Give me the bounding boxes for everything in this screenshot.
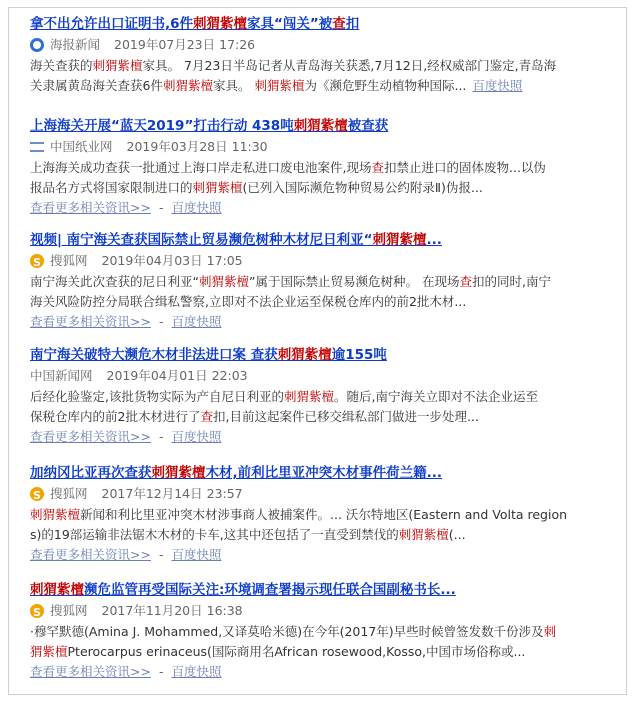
- result-links: [30, 312, 590, 332]
- source-name: 搜狐网: [50, 486, 88, 501]
- snippet-keyword: 查: [459, 274, 472, 289]
- sohu-source-icon: [30, 254, 44, 268]
- snippet-text: 新闻和利比里亚冲突木材涉事商人被捕案件。... 沃尔特地区(Eastern and Volta region: [80, 507, 568, 522]
- title-keyword: 刺猬紫檀: [372, 232, 427, 248]
- result-title-link[interactable]: [30, 14, 590, 34]
- news-results-panel: [8, 7, 627, 695]
- result-links: [30, 427, 590, 447]
- news-result: [30, 345, 590, 447]
- snapshot-link[interactable]: 百度快照: [171, 664, 222, 679]
- source-name: 搜狐网: [50, 253, 88, 268]
- sohu-source-icon: [30, 487, 44, 501]
- separator: -: [158, 664, 164, 679]
- sohu-source-icon: [30, 604, 44, 618]
- more-news-link[interactable]: 查看更多相关资讯>>: [30, 664, 151, 679]
- result-title-link[interactable]: [30, 580, 590, 600]
- title-text: 濒危监管再受国际关注:环境调查署揭示现任联合国副秘书长...: [84, 582, 456, 598]
- snippet-keyword: 刺猬紫檀: [254, 78, 305, 93]
- title-keyword: 刺猬紫檀: [30, 582, 84, 598]
- snippet-text: 关隶属黄岛海关查获6件: [30, 78, 163, 93]
- snippet-keyword: 刺猬紫檀: [283, 389, 334, 404]
- title-text: 视频| 南宁海关查获国际禁止贸易濒危树种木材尼日利亚“: [30, 232, 373, 248]
- more-news-link[interactable]: 查看更多相关资讯>>: [30, 200, 151, 215]
- news-result: [30, 14, 590, 96]
- snapshot-link[interactable]: 百度快照: [171, 314, 222, 329]
- result-title-link[interactable]: [30, 345, 590, 365]
- result-snippet: [30, 272, 590, 312]
- title-text: 拿不出允许出口证明书,6件: [30, 16, 194, 32]
- publish-date: 2019年03月28日 11:30: [126, 139, 268, 154]
- snippet-keyword: 刺猬紫檀: [162, 78, 213, 93]
- result-meta: [30, 601, 590, 621]
- snippet-keyword: 刺猬紫檀: [30, 507, 81, 522]
- haibao-source-icon: [30, 38, 44, 52]
- separator: -: [158, 429, 164, 444]
- snippet-text: (...: [448, 527, 466, 542]
- snippet-text: 为《濒危野生动植物种国际...: [304, 78, 467, 93]
- title-text: 被查获: [347, 118, 389, 134]
- title-keyword: 刺猬紫檀: [277, 347, 332, 363]
- publish-date: 2019年04月01日 22:03: [106, 368, 248, 383]
- snippet-text: Pterocarpus erinaceus(国际商用名African rosewood,Kosso,中国市场俗称或...: [67, 644, 526, 659]
- source-name: 海报新闻: [50, 37, 101, 52]
- snapshot-link[interactable]: 百度快照: [171, 547, 222, 562]
- snippet-keyword: 刺猬紫檀: [198, 274, 249, 289]
- snippet-keyword: 刺: [543, 624, 557, 639]
- snippet-keyword: 刺猬紫檀: [398, 527, 449, 542]
- snippet-text: 南宁海关此次查获的尼日利亚“: [30, 274, 199, 289]
- snippet-keyword: 查: [371, 160, 384, 175]
- snapshot-link[interactable]: 百度快照: [472, 78, 523, 93]
- result-meta: [30, 35, 590, 55]
- result-title-link[interactable]: [30, 116, 590, 136]
- source-name: 中国纸业网: [50, 139, 113, 154]
- result-snippet: [30, 56, 590, 96]
- title-keyword: 刺猬紫檀: [293, 118, 348, 134]
- snippet-keyword: 刺猬紫檀: [92, 58, 143, 73]
- more-news-link[interactable]: 查看更多相关资讯>>: [30, 547, 151, 562]
- snippet-text: 。随后,南宁海关立即对不法企业运至: [334, 389, 538, 404]
- snippet-text: 后经化验鉴定,该批货物实际为产自尼日利亚的: [30, 389, 284, 404]
- news-result: [30, 463, 590, 565]
- result-snippet: [30, 158, 590, 198]
- title-text: 南宁海关破特大濒危木材非法进口案 查获: [30, 347, 278, 363]
- result-meta: [30, 137, 590, 157]
- news-result: [30, 230, 590, 332]
- separator: -: [158, 547, 164, 562]
- result-snippet: [30, 505, 590, 545]
- snippet-text: 报品名方式将国家限制进口的: [30, 180, 193, 195]
- result-snippet: [30, 622, 590, 662]
- snippet-keyword: 猬紫檀: [30, 644, 68, 659]
- source-name: 中国新闻网: [30, 368, 93, 383]
- result-title-link[interactable]: [30, 463, 590, 483]
- title-keyword: 查: [332, 16, 346, 32]
- source-name: 搜狐网: [50, 603, 88, 618]
- result-links: [30, 545, 590, 565]
- publish-date: 2017年12月14日 23:57: [101, 486, 243, 501]
- snippet-text: ·穆罕默德(Amina J. Mohammed,又译莫哈米德)在今年(2017年)早些时候曾签发数千份涉及: [30, 624, 544, 639]
- result-links: [30, 198, 590, 218]
- news-result: [30, 580, 590, 682]
- result-links: [30, 662, 590, 682]
- snippet-text: 扣,目前这起案件已移交缉私部门做进一步处理...: [212, 409, 479, 424]
- publish-date: 2017年11月20日 16:38: [101, 603, 243, 618]
- publish-date: 2019年07月23日 17:26: [114, 37, 256, 52]
- snippet-text: 家具。: [212, 78, 255, 93]
- snippet-keyword: 查: [200, 409, 213, 424]
- more-news-link[interactable]: 查看更多相关资讯>>: [30, 314, 151, 329]
- paper-source-icon: [30, 142, 44, 152]
- snippet-text: 保税仓库内的前2批木材进行了: [30, 409, 201, 424]
- result-meta: [30, 251, 590, 271]
- title-text: ...: [426, 232, 442, 248]
- snapshot-link[interactable]: 百度快照: [171, 429, 222, 444]
- snippet-text: ”属于国际禁止贸易濒危树种。 在现场: [249, 274, 460, 289]
- snippet-text: 上海海关成功查获一批通过上海口岸走私进口废电池案件,现场: [30, 160, 372, 175]
- result-meta: [30, 366, 590, 386]
- snippet-text: 扣的同时,南宁: [471, 274, 551, 289]
- separator: -: [158, 200, 164, 215]
- separator: -: [158, 314, 164, 329]
- snippet-text: 扣禁止进口的固体废物...以伪: [384, 160, 546, 175]
- result-snippet: [30, 387, 590, 427]
- result-title-link[interactable]: [30, 230, 590, 250]
- title-text: 扣: [345, 16, 360, 32]
- snippet-text: s)的19部运输非法锯木木材的卡车,这其中还包括了一直受到禁伐的: [30, 527, 399, 542]
- snippet-text: 海关查获的: [30, 58, 93, 73]
- title-text: 上海海关开展“蓝天2019”打击行动 438吨: [30, 118, 294, 134]
- snippet-keyword: 刺猬紫檀: [192, 180, 243, 195]
- snapshot-link[interactable]: 百度快照: [171, 200, 222, 215]
- title-text: 加纳冈比亚再次查获: [30, 465, 152, 481]
- publish-date: 2019年04月03日 17:05: [101, 253, 243, 268]
- news-result: [30, 116, 590, 218]
- title-text: 家具“闯关”被: [247, 16, 333, 32]
- snippet-text: 海关风险防控分局联合缉私警察,立即对不法企业运至保税仓库内的前2批木材...: [30, 294, 467, 309]
- snippet-text: 家具。 7月23日半岛记者从青岛海关获悉,7月12日,经权威部门鉴定,青岛海: [142, 58, 557, 73]
- title-keyword: 刺猬紫檀: [193, 16, 248, 32]
- result-meta: [30, 484, 590, 504]
- more-news-link[interactable]: 查看更多相关资讯>>: [30, 429, 151, 444]
- title-keyword: 刺猬紫檀: [151, 465, 206, 481]
- title-text: 木材,前利比里亚冲突木材事件荷兰籍...: [205, 465, 443, 481]
- title-text: 逾155吨: [331, 347, 387, 363]
- snippet-text: (已列入国际濒危物种贸易公约附录Ⅱ)伪报...: [242, 180, 483, 195]
